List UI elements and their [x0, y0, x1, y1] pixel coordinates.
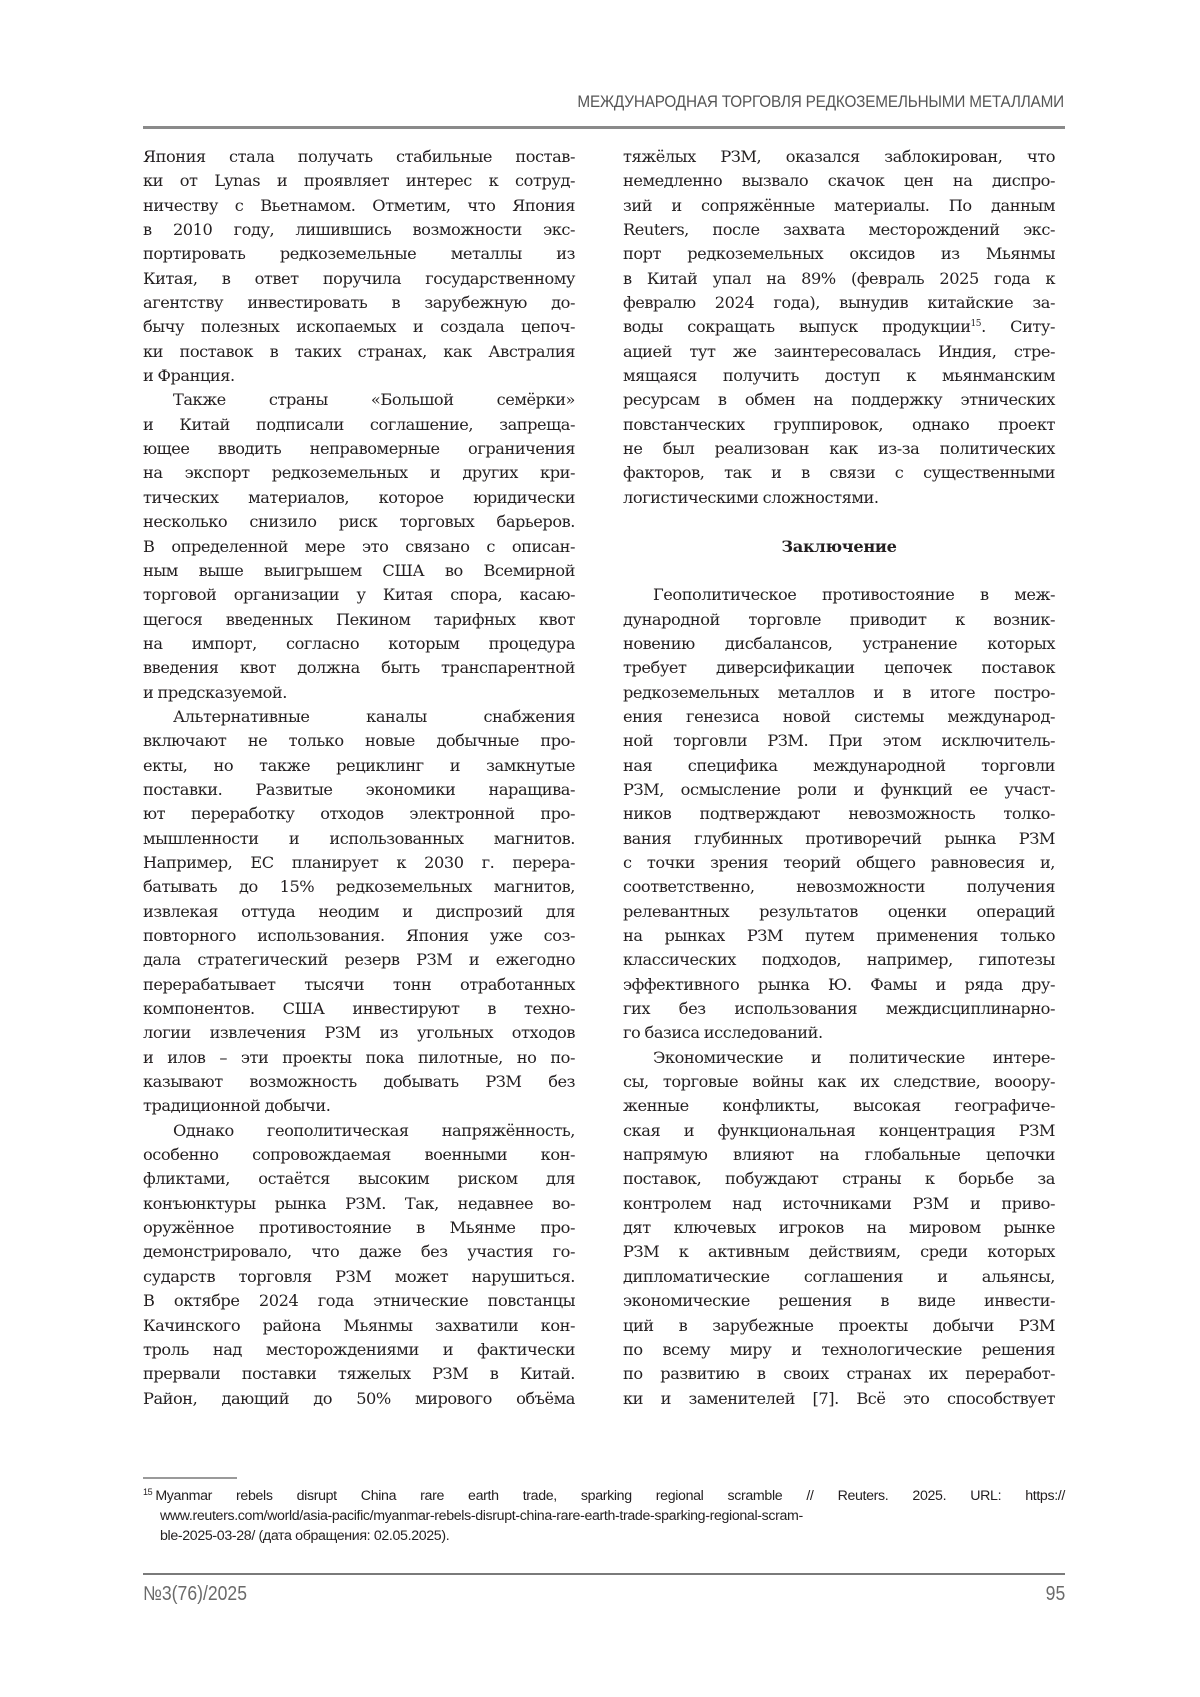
text-line: логистическими сложностями. — [623, 487, 879, 507]
paragraph — [143, 705, 575, 1119]
section-heading: Заключение — [781, 536, 897, 556]
text-line: ная специфика международной торговли — [623, 755, 1055, 775]
running-title: МЕЖДУНАРОДНАЯ ТОРГОВЛЯ РЕДКОЗЕМЕЛЬНЫМИ МЕТАЛЛАМИ — [577, 92, 1064, 111]
text-line: батывать до 15% редкоземельных магнитов, — [143, 877, 575, 897]
text-line — [623, 315, 1055, 339]
text-line: Япония стала получать стабильные постав- — [143, 147, 575, 166]
text-line: поставки. Развитые экономики наращива- — [143, 779, 575, 799]
paragraph — [143, 1119, 575, 1411]
text-line: фликтами, остаётся высоким риском для — [143, 1169, 575, 1189]
text-line: сы, торговые войны как их следствие, вооору- — [623, 1072, 1055, 1092]
text-fragment: . Ситу- — [981, 317, 1056, 337]
text-line: го базиса исследований. — [623, 1023, 823, 1043]
text-line: торговой организации у Китая спора, касаю- — [143, 585, 575, 605]
text-line: дипломатические соглашения и альянсы, — [623, 1266, 1055, 1286]
text-line: требует диверсификации цепочек поставок — [623, 658, 1055, 678]
text-line: с точки зрения теорий общего равновесия и, — [623, 852, 1055, 872]
text-line: ной торговли РЗМ. При этом исключитель- — [623, 731, 1055, 751]
text-line: новению дисбалансов, устранение которых — [623, 633, 1055, 653]
text-line: дят ключевых игроков на мировом рынке — [623, 1218, 1055, 1238]
text-line: ресурсам в обмен на поддержку этнических — [623, 390, 1055, 410]
text-line: сударств торговля РЗМ может нарушиться. — [143, 1266, 575, 1286]
text-line: вания глубинных противоречий рынка РЗМ — [623, 828, 1055, 848]
text-line: экономические решения в виде инвести- — [623, 1291, 1055, 1311]
text-line: на рынках РЗМ путем применения только — [623, 926, 1055, 945]
text-line: введения квот должна быть транспарентной — [143, 658, 575, 678]
text-line: В октябре 2024 года этнические повстанцы — [143, 1291, 575, 1311]
text-line: Альтернативные каналы снабжения — [173, 706, 575, 726]
paragraph — [623, 1046, 1055, 1411]
text-line: и предсказуемой. — [143, 682, 287, 702]
text-line: компонентов. США инвестируют в техно- — [143, 999, 575, 1019]
text-line: бычу полезных ископаемых и создала цепоч- — [143, 317, 575, 337]
text-line: классических подходов, например, гипотезы — [623, 950, 1055, 970]
issue-number: №3(76)/2025 — [143, 1583, 248, 1605]
text-line: ки поставок в таких странах, как Австралия — [143, 341, 575, 361]
text-line: ющее вводить неправомерные ограничения — [143, 439, 575, 459]
text-line: тяжёлых РЗМ, оказался заблокирован, что — [623, 147, 1055, 166]
text-line: по развитию в своих странах их переработ- — [623, 1364, 1055, 1384]
text-line: повторного использования. Япония уже соз- — [143, 926, 575, 945]
footnote-reference: 15 — [970, 319, 982, 330]
text-line: включают не только новые добычные про- — [143, 731, 575, 751]
text-line: и Китай подписали соглашение, запреща- — [143, 414, 575, 434]
text-line: гих без использования междисциплинарно- — [623, 999, 1055, 1019]
footnote-text: www.reuters.com/world/asia-pacific/myanmar-rebels-disrupt-china-rare-earth-trade-sparking-regional-scram- — [160, 1508, 803, 1524]
text-line: ки и заменителей [7]. Всё это способствует — [623, 1388, 1055, 1408]
text-line: в 2010 году, лишившись возможности экс- — [143, 220, 575, 240]
text-line: Экономические и политические интере- — [653, 1047, 1055, 1067]
text-line: женные конфликты, высокая географиче- — [623, 1096, 1055, 1116]
text-line: ют переработку отходов электронной про- — [143, 804, 575, 824]
text-line: Качинского района Мьянмы захватили кон- — [143, 1315, 575, 1335]
text-line: февралю 2024 года), вынудив китайские за- — [623, 293, 1055, 313]
text-line: троль над месторождениями и фактически — [143, 1339, 575, 1359]
text-line: оружённое противостояние в Мьянме про- — [143, 1218, 575, 1238]
text-line: ным выше выигрышем США во Всемирной — [143, 560, 575, 580]
page-number: 95 — [1045, 1583, 1065, 1605]
footnote-text: Myanmar rebels disrupt China rare earth trade, sparking regional scramble // Reuters. 2025. URL: https:// — [155, 1488, 1065, 1504]
text-line: ников подтверждают невозможность толко- — [623, 804, 1055, 824]
text-line: факторов, так и в связи с существенными — [623, 463, 1055, 483]
text-line: перерабатывает тысячи тонн отработанных — [143, 974, 575, 994]
text-line: Также страны «Большой семёрки» — [173, 390, 575, 410]
text-line: на экспорт редкоземельных и других кри- — [143, 463, 575, 483]
text-line: Reuters, после захвата месторождений экс- — [623, 220, 1055, 240]
text-line: агентству инвестировать в зарубежную до- — [143, 293, 575, 313]
text-line: контролем над источниками РЗМ и приво- — [623, 1193, 1055, 1213]
text-line: Однако геополитическая напряжённость, — [173, 1120, 575, 1140]
text-line: щегося введенных Пекином тарифных квот — [143, 609, 575, 629]
footnote-item — [143, 1486, 1065, 1546]
text-line: тических материалов, которое юридически — [143, 487, 575, 507]
paragraph — [143, 145, 575, 388]
footnote-line — [143, 1486, 1065, 1506]
text-line: по всему миру и технологические решения — [623, 1339, 1055, 1359]
right-column — [623, 145, 1055, 1411]
text-line: традиционной добычи. — [143, 1096, 331, 1116]
text-line: соответственно, невозможности получения — [623, 877, 1055, 897]
text-line: казывают возможность добывать РЗМ без — [143, 1072, 575, 1092]
text-line: ацией тут же заинтересовалась Индия, стре- — [623, 341, 1055, 361]
text-line: дународной торговле приводит к возник- — [623, 609, 1055, 629]
text-line: релевантных результатов оценки операций — [623, 901, 1055, 921]
footnote-line — [143, 1526, 1065, 1546]
paragraph — [143, 388, 575, 704]
paragraph-continuation — [623, 145, 1055, 510]
text-line: эффективного рынка Ю. Фамы и ряда дру- — [623, 974, 1055, 994]
text-line: порт редкоземельных оксидов из Мьянмы — [623, 244, 1055, 264]
text-line: зий и сопряжённые материалы. По данным — [623, 195, 1055, 215]
text-line: конъюнктуры рынка РЗМ. Так, недавнее во- — [143, 1193, 575, 1213]
footnote-number: 15 — [143, 1487, 153, 1497]
text-line: немедленно вызвало скачок цен на диспро- — [623, 171, 1055, 191]
footnote-line — [143, 1506, 1065, 1526]
paragraph — [623, 583, 1055, 1046]
text-line: логии извлечения РЗМ из угольных отходов — [143, 1023, 575, 1043]
text-line: Китая, в ответ поручила государственному — [143, 268, 575, 288]
left-column — [143, 145, 575, 1411]
text-line: поставок, побуждают страны к борьбе за — [623, 1169, 1055, 1189]
text-line: не был реализован как из-за политических — [623, 439, 1055, 459]
footnote-text: ble-2025-03-28/ (дата обращения: 02.05.2025). — [160, 1528, 450, 1544]
text-fragment: воды сокращать выпуск продукции — [623, 317, 971, 337]
footer-rule — [143, 1573, 1065, 1575]
text-line: извлекая оттуда неодим и диспрозий для — [143, 901, 575, 921]
text-line: редкоземельных металлов и в итоге постро- — [623, 682, 1055, 702]
text-line: ская и функциональная концентрация РЗМ — [623, 1120, 1055, 1140]
text-line: мышленности и использованных магнитов. — [143, 828, 575, 848]
footnote-separator — [143, 1477, 237, 1479]
text-line: повстанческих группировок, однако проект — [623, 414, 1055, 434]
spacer — [623, 559, 1055, 583]
text-line: РЗМ к активным действиям, среди которых — [623, 1242, 1055, 1262]
text-line: на импорт, согласно которым процедура — [143, 633, 575, 653]
text-line: прервали поставки тяжелых РЗМ в Китай. — [143, 1364, 575, 1384]
text-line: мящаяся получить доступ к мьянманским — [623, 366, 1055, 386]
text-line: напрямую влияют на глобальные цепочки — [623, 1145, 1055, 1165]
text-line: Геополитическое противостояние в меж- — [653, 585, 1055, 605]
text-line: ничеству с Вьетнамом. Отметим, что Япония — [143, 195, 575, 215]
text-line: дала стратегический резерв РЗМ и ежегодно — [143, 950, 575, 970]
spacer — [623, 510, 1055, 534]
text-line: ций в зарубежные проекты добычи РЗМ — [623, 1315, 1055, 1335]
text-line: РЗМ, осмысление роли и функций ее участ- — [623, 779, 1055, 799]
text-line: ки от Lynas и проявляет интерес к сотруд- — [143, 171, 575, 191]
text-line: демонстрировало, что даже без участия го- — [143, 1242, 575, 1262]
header-rule — [143, 126, 1065, 129]
text-line: и Франция. — [143, 366, 235, 386]
text-line: и илов – эти проекты пока пилотные, но по- — [143, 1047, 575, 1067]
text-line: Район, дающий до 50% мирового объёма — [143, 1388, 575, 1408]
text-line: портировать редкоземельные металлы из — [143, 244, 575, 264]
text-line: Например, ЕС планирует к 2030 г. перера- — [143, 852, 575, 872]
text-line: екты, но также рециклинг и замкнутые — [143, 755, 575, 775]
footnotes — [143, 1486, 1065, 1546]
text-line: несколько снизило риск торговых барьеров. — [143, 512, 575, 532]
text-line: особенно сопровождаемая военными кон- — [143, 1145, 575, 1165]
text-line: в Китай упал на 89% (февраль 2025 года к — [623, 268, 1055, 288]
text-line: В определенной мере это связано с описан- — [143, 536, 575, 556]
text-line: ения генезиса новой системы международ- — [623, 706, 1055, 726]
